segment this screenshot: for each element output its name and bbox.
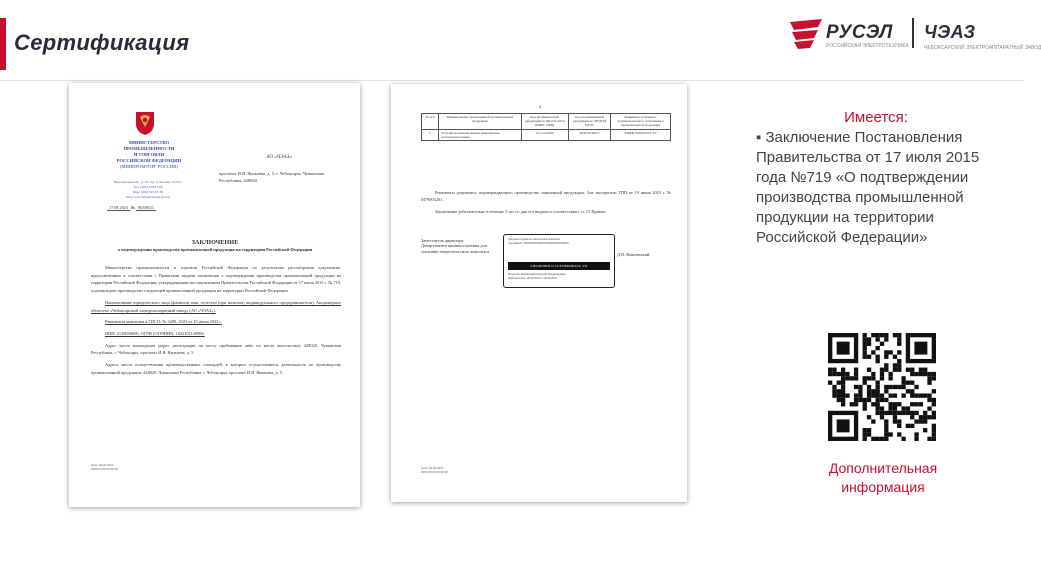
document-title: ЗАКЛЮЧЕНИЕ (191, 239, 239, 246)
reg-date: 17.08.2023 (109, 205, 128, 210)
document-subtitle: о подтверждении производства промышленной продукции на территории Российской Федерации (117, 247, 313, 252)
footer-line: 0000-00-00 00:00:00 (421, 470, 449, 475)
ministry-header (107, 140, 191, 170)
table-cell: 8536 20 900 0 (568, 129, 610, 140)
rusel-logo (788, 18, 909, 52)
body-paragraph: Адрес места нахождения (адрес регистрации по месту пребывания либо по месту жительства): 428020, Чувашская Республика, г. Чебоксары, проспект И.Я. Яковлева, д. 5. (91, 342, 341, 356)
header-divider (0, 80, 1024, 81)
stamp-text (508, 238, 610, 245)
table-cell: 27.12.22.000 (521, 129, 568, 140)
coat-of-arms-icon (133, 108, 157, 136)
certificate-page-1 (69, 83, 360, 507)
page-number: 2 (539, 104, 542, 109)
signer-title (421, 238, 511, 254)
certificate-page-2 (391, 84, 687, 502)
body-paragraph: Адреса места осуществления производственных площадей, в которых осуществляется деятельность по производству промышленной продукции: 428020, Чувашская Республика, г. Чебоксары, проспект И.Я. Яковлева, д. 5. (91, 362, 341, 375)
ministry-line: ПРОМЫШЛЕННОСТИ (123, 145, 175, 151)
ministry-line: (МИНПРОМТОРГ РОССИИ) (119, 163, 179, 169)
document-footer (421, 466, 448, 475)
contact-line: Факс (495) 547-87-83 (132, 190, 164, 194)
stamp-line: Владелец: Ковшевский Дмитрий Владимирович (508, 273, 566, 276)
contact-line: Тел. (495) 539-21-66 (133, 185, 163, 189)
table-header: Наименование производимой промышленной продукции (439, 114, 521, 130)
cheaz-logo-subtext: ЧЕБОКСАРСКИЙ ЭЛЕКТРОАППАРАТНЫЙ ЗАВОД (924, 45, 1041, 51)
ministry-line: МИНИСТЕРСТВО (128, 140, 170, 145)
stamp-line: Документ подписан электронной подписью (508, 238, 560, 241)
body-paragraph: Наименование юридического лица (фамилия, имя, отчество (при наличии) индивидуального предпринимателя): Акционерное общество «Чебоксарский электроаппаратный завод» (АО «ЧЭАЗ»). (91, 299, 341, 313)
document-body (91, 264, 341, 380)
signer-line: Департамента машиностроения для (421, 243, 487, 249)
document-footer (91, 463, 118, 472)
table-header: Код промышленной продукции по ОК 034-2014 (КПЕС 2008) (521, 114, 568, 130)
table-header: Реквизиты документа, подтверждающего требования к промышленной продукции (611, 114, 671, 130)
cheaz-logo (924, 22, 1041, 51)
signer-name: Д.В. Ковшевский (617, 252, 650, 257)
body-paragraph: ИНН: 2128000600, ОГРН (ОГРНИП): 1022101129906. (105, 330, 205, 336)
signer-line: топливно-энергетического комплекса (421, 248, 490, 254)
footer-line: 0000-00-00 00:00:00 (91, 467, 119, 472)
logo-divider (912, 18, 914, 48)
rusel-logo-mark-icon (788, 18, 824, 50)
products-table (421, 113, 671, 141)
ministry-line: РОССИЙСКОЙ ФЕДЕРАЦИИ (116, 157, 182, 163)
info-text: ▪ Заключение Постановления Правительства от 17 июля 2015 года №719 «О подтверждении производства промышленной продукции на территории Российской Федерации» (756, 129, 980, 246)
table-header: № п/п (422, 114, 439, 130)
rusel-logo-text: РУСЭЛ (826, 22, 893, 43)
body-paragraph: Реквизиты заявления в ГИСП: № 3289, 2023 от 15 июня 2023 г. (105, 319, 222, 325)
footer-line: Дата: 00.00.2023 (91, 463, 114, 467)
title-accent-bar (0, 18, 6, 70)
table-header-row (422, 114, 671, 130)
document-paragraph (421, 208, 671, 215)
footer-line: Дата: 00.00.2023 (421, 466, 444, 470)
recipient-org: АО «ЧЭАЗ» (266, 155, 292, 160)
table-header: Код промышленной продукции по ТН ВЭД ЕАЭС (568, 114, 610, 130)
stamp-line: Действителен с 00.00.2023 по 00.00.2024 (508, 276, 557, 280)
reg-number: 86398/21 (138, 205, 154, 210)
signer-line: Заместитель директора (421, 238, 464, 243)
electronic-signature-stamp (503, 234, 615, 288)
recipient-address: проспект И.Я. Яковлева, д. 5, г. Чебоксары, Чувашская Республика, 428020 (219, 171, 324, 183)
stamp-band: СВЕДЕНИЯ О СЕРТИФИКАТЕ ЭП (508, 262, 610, 270)
page-title: Сертификация (14, 30, 190, 55)
reg-number-label: № (130, 205, 136, 210)
recipient-block (219, 155, 339, 184)
cheaz-logo-text: ЧЭАЗ (924, 22, 976, 42)
contact-line: http://www.minpromtorg.gov.ru (126, 195, 170, 199)
paragraph-text: Заключение действительно в течение 3 лет со дня его выдачи в соответствии с п. 15 Правил. (435, 209, 607, 214)
body-paragraph: Министерство промышленности и торговли Российской Федерации по результатам рассмотрения документов, представленных в соответствии с Правилами выдачи заключения о подтверждении производства промышленной продукции на территории Российской Федерации, утвержденными постановлением Правительства Российской Федерации от 17 июля 2015 г. № 719, подтверждает производство следующей промышленной продукции на территории Российской Федерации (91, 265, 341, 294)
stamp-line: Сертификат: 00000000000000000000000000000000 (508, 241, 569, 245)
stamp-text (508, 273, 610, 280)
ministry-contacts (102, 180, 194, 200)
qr-code-icon[interactable] (828, 333, 936, 441)
registration-number (107, 205, 156, 210)
document-paragraph (421, 189, 671, 203)
table-cell: 1. (422, 129, 439, 140)
qr-caption: Дополнительная информация (828, 460, 938, 495)
contact-line: Пресненская наб., д. 10, стр. 2, Москва, 123317 (113, 180, 183, 184)
table-cell: ЕКИЖ 643000.001 ТУ (611, 129, 671, 140)
ministry-line: И ТОРГОВЛИ (133, 151, 165, 157)
table-row (422, 129, 671, 140)
paragraph-text: Реквизиты документа, подтверждающего производство заявленной продукции: Акт экспертизы ТПП от 19 июня 2023 г. № М79003201. (421, 190, 671, 203)
rusel-logo-subtext: РОССИЙСКАЯ ЭЛЕКТРОТЕХНИКА (826, 43, 909, 49)
info-block (756, 108, 996, 248)
table-cell: Устройства низковольтные комплектные распределительные (439, 129, 521, 140)
info-title: Имеется: (844, 109, 908, 126)
